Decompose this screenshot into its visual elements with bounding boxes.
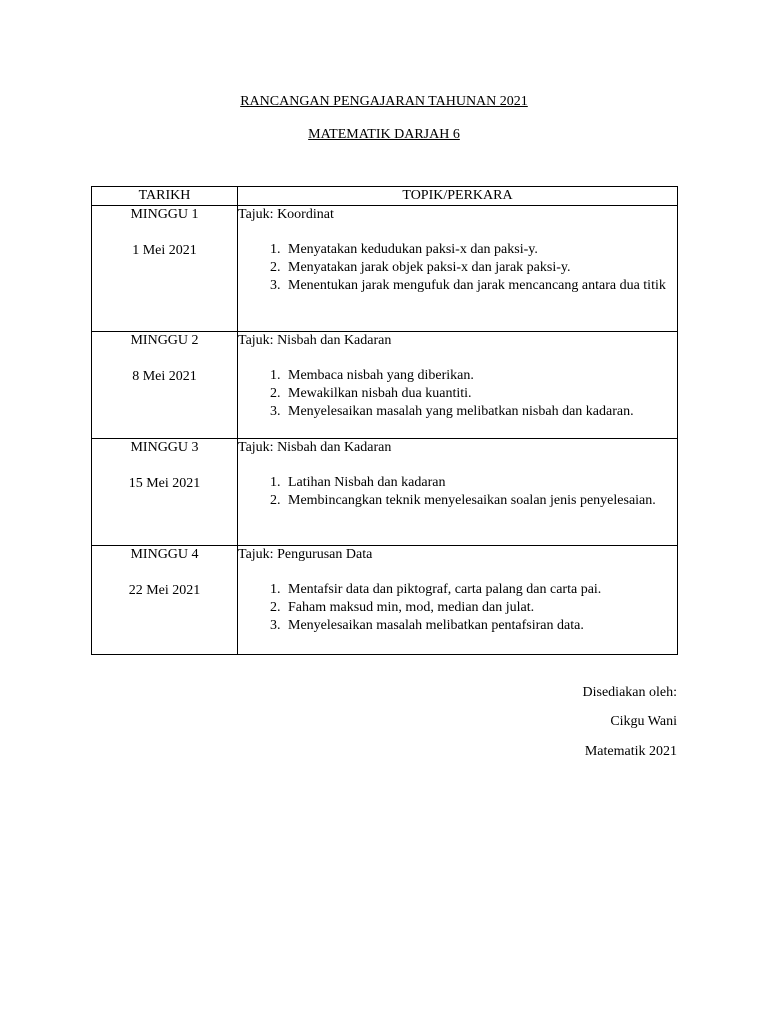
topic-cell (238, 206, 678, 332)
topic-title: Tajuk: Nisbah dan Kadaran (238, 333, 392, 348)
lesson-plan-table (91, 186, 678, 655)
list-item: 2. Menyatakan jarak objek paksi-x dan jarak paksi-y. (284, 259, 677, 277)
list-item: 1. Membaca nisbah yang diberikan. (284, 367, 677, 385)
list-item: 2. Faham maksud min, mod, median dan julat. (284, 599, 677, 617)
list-item: 2. Mewakilkan nisbah dua kuantiti. (284, 385, 677, 403)
date-cell (92, 332, 238, 439)
topic-cell (238, 546, 678, 655)
table-row (92, 332, 678, 439)
topic-list (238, 367, 677, 421)
week-label: MINGGU 2 (130, 333, 199, 348)
topic-title: Tajuk: Koordinat (238, 207, 334, 222)
list-item: 3. Menyelesaikan masalah melibatkan pentafsiran data. (284, 617, 677, 635)
table-row (92, 439, 678, 546)
date-label: 8 Mei 2021 (132, 369, 197, 384)
document-subtitle: MATEMATIK DARJAH 6 (308, 127, 460, 142)
topic-list (238, 581, 677, 635)
topic-cell (238, 332, 678, 439)
header-topik: TOPIK/PERKARA (238, 187, 678, 206)
document-title: RANCANGAN PENGAJARAN TAHUNAN 2021 (240, 94, 528, 109)
date-label: 1 Mei 2021 (132, 243, 197, 258)
list-item: 1. Menyatakan kedudukan paksi-x dan paksi-y. (284, 241, 677, 259)
topic-title: Tajuk: Pengurusan Data (238, 547, 373, 562)
date-cell (92, 546, 238, 655)
subject-year: Matematik 2021 (584, 744, 677, 759)
header-tarikh: TARIKH (92, 187, 238, 206)
prepared-by-label: Disediakan oleh: (582, 685, 677, 700)
date-cell (92, 439, 238, 546)
date-cell (92, 206, 238, 332)
list-item: 3. Menentukan jarak mengufuk dan jarak mencancang antara dua titik (284, 277, 677, 295)
topic-cell (238, 439, 678, 546)
date-label: 22 Mei 2021 (128, 583, 201, 598)
list-item: 3. Menyelesaikan masalah yang melibatkan nisbah dan kadaran. (284, 403, 677, 421)
table-row (92, 546, 678, 655)
table-row (92, 206, 678, 332)
date-label: 15 Mei 2021 (128, 476, 201, 491)
week-label: MINGGU 4 (130, 547, 199, 562)
list-item: 1. Latihan Nisbah dan kadaran (284, 474, 677, 492)
week-label: MINGGU 1 (130, 207, 199, 222)
table-header-row (92, 187, 678, 206)
topic-list (238, 474, 677, 510)
topic-list (238, 241, 677, 295)
list-item: 2. Membincangkan teknik menyelesaikan soalan jenis penyelesaian. (284, 492, 677, 510)
topic-title: Tajuk: Nisbah dan Kadaran (238, 440, 392, 455)
list-item: 1. Mentafsir data dan piktograf, carta palang dan carta pai. (284, 581, 677, 599)
author-name: Cikgu Wani (610, 714, 677, 729)
week-label: MINGGU 3 (130, 440, 199, 455)
